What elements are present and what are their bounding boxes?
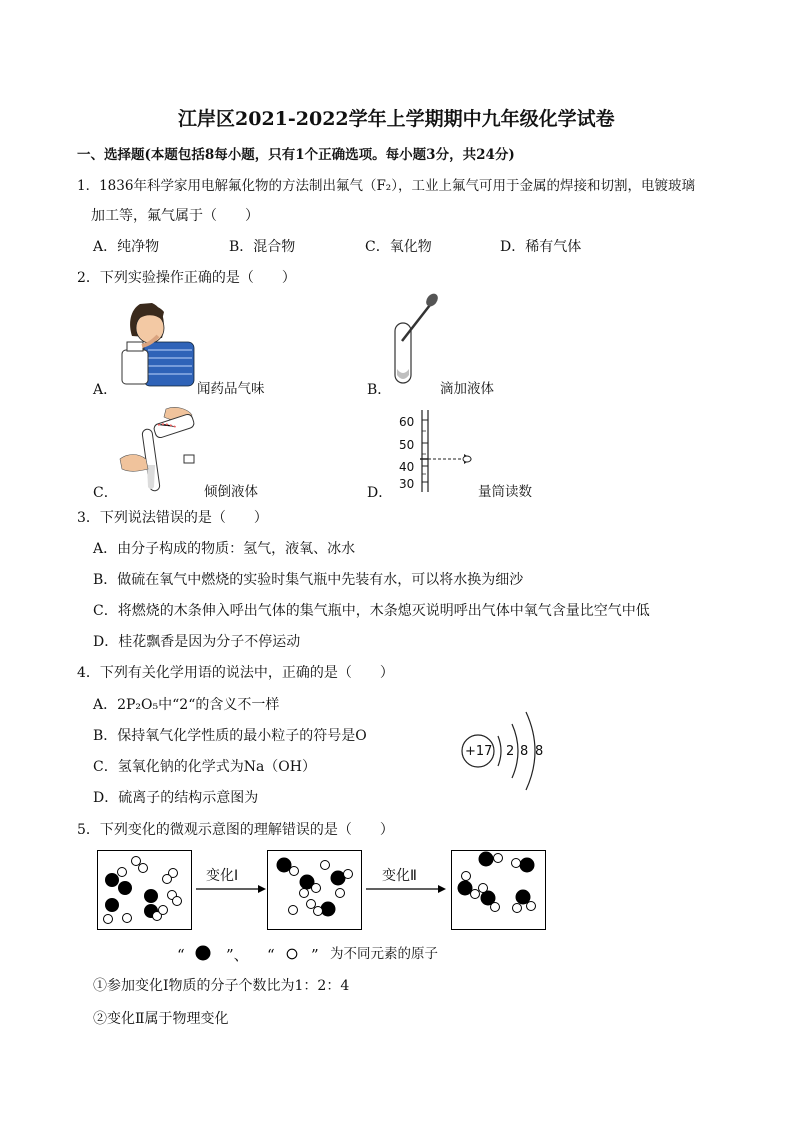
cyl-tick-50: 50 <box>399 438 415 452</box>
q1-option-c: C．氧化物 <box>365 239 432 255</box>
molecules-middle <box>267 850 362 930</box>
q4-option-c: C．氢氧化钠的化学式为Na（OH） <box>93 759 316 775</box>
q2-option-d-text: 量筒读数 <box>478 484 532 500</box>
molecules-before <box>97 850 192 930</box>
ion-shell-3: 8 <box>535 744 544 759</box>
section-heading: 一、选择题(本题包括8每小题，只有1个正确选项。每小题3分，共24分) <box>77 147 515 163</box>
arrow-change-2 <box>366 884 448 894</box>
legend-quote-open-1: “ <box>177 946 185 964</box>
q2-option-a-letter: A． <box>93 382 118 398</box>
cyl-tick-40: 40 <box>399 460 415 474</box>
q1-stem-line1: 1．1836年科学家用电解氟化物的方法制出氟气（F₂），工业上氟气可用于金属的焊接和切割，电镀玻璃 <box>77 178 695 194</box>
legend-text: 为不同元素的原子 <box>330 946 438 962</box>
arrow-change-1 <box>196 884 268 894</box>
measuring-cylinder-illustration <box>420 410 480 496</box>
q3-option-d: D．桂花飘香是因为分子不停运动 <box>93 634 301 650</box>
q5-stem: 5．下列变化的微观示意图的理解错误的是（ ） <box>77 822 394 838</box>
q3-stem: 3．下列说法错误的是（ ） <box>77 510 268 526</box>
change-2-label: 变化Ⅱ <box>382 868 417 884</box>
smell-operation-illustration <box>118 298 196 388</box>
legend-quote-open-2: “ <box>267 946 275 964</box>
ion-shell-2: 8 <box>520 744 529 759</box>
q4-option-a: A．2P₂O₅中“2“的含义不一样 <box>93 697 280 713</box>
dropper-illustration <box>392 291 442 391</box>
q2-option-a-text: 闻药品气味 <box>197 381 265 397</box>
black-atom-icon <box>194 944 212 962</box>
ion-nucleus-charge: +17 <box>465 744 493 759</box>
q4-option-b: B．保持氧气化学性质的最小粒子的符号是O <box>93 728 367 744</box>
ion-shell-1: 2 <box>506 744 515 759</box>
q1-option-b: B．混合物 <box>229 239 296 255</box>
q2-option-c-text: 倾倒液体 <box>204 484 258 500</box>
cyl-tick-30: 30 <box>399 477 415 491</box>
q4-stem: 4．下列有关化学用语的说法中，正确的是（ ） <box>77 665 394 681</box>
legend-quote-close-1: ”、 <box>226 946 249 964</box>
q3-option-b: B．做硫在氧气中燃烧的实验时集气瓶中先装有水，可以将水换为细沙 <box>93 572 524 588</box>
q2-option-b-letter: B． <box>367 382 392 398</box>
q2-option-d-letter: D． <box>367 485 393 501</box>
q3-option-a: A．由分子构成的物质：氢气，液氧、冰水 <box>93 541 356 557</box>
q4-option-d: D．硫离子的结构示意图为 <box>93 790 259 806</box>
page-title: 江岸区2021-2022学年上学期期中九年级化学试卷 <box>178 108 615 130</box>
molecules-after <box>451 850 546 930</box>
white-atom-icon <box>285 947 299 961</box>
q5-statement-1: ①参加变化Ⅰ物质的分子个数比为1：2：4 <box>93 978 350 994</box>
q2-option-c-letter: C． <box>93 485 118 501</box>
q5-statement-2: ②变化Ⅱ属于物理变化 <box>93 1011 229 1027</box>
q2-option-b-text: 滴加液体 <box>440 381 494 397</box>
change-1-label: 变化Ⅰ <box>206 868 239 884</box>
cyl-tick-60: 60 <box>399 415 415 429</box>
q1-option-a: A．纯净物 <box>93 239 160 255</box>
q1-option-d: D．稀有气体 <box>500 239 582 255</box>
q2-stem: 2．下列实验操作正确的是（ ） <box>77 270 296 286</box>
legend-quote-close-2: ” <box>311 946 319 964</box>
pouring-illustration <box>118 403 200 495</box>
q3-option-c: C．将燃烧的木条伸入呼出气体的集气瓶中，木条熄灭说明呼出气体中氧气含量比空气中低 <box>93 603 650 619</box>
q1-stem-line2: 加工等，氟气属于（ ） <box>91 208 259 224</box>
